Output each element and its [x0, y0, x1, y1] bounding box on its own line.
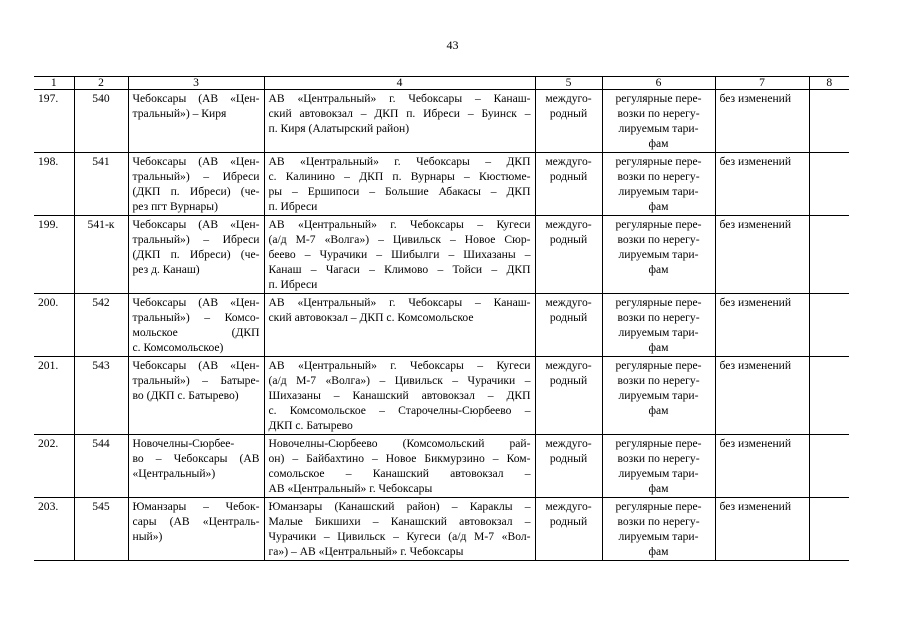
cell-line: родный	[549, 452, 588, 465]
route-type-cell	[535, 294, 602, 357]
change-status-cell: без изменений	[715, 357, 809, 435]
cell-line: регулярные пере-	[615, 218, 702, 231]
route-name-cell	[128, 90, 264, 153]
cell-line: фам	[648, 404, 669, 417]
change-status-cell: без изменений	[715, 216, 809, 294]
cell-line: междуго-	[545, 92, 592, 105]
cell-line: Чебоксары (АВ «Цен-	[132, 155, 260, 168]
cell-line: сомольское – Канашский автовокзал –	[268, 467, 531, 480]
route-number-cell: 545	[74, 498, 128, 561]
route-name-cell	[128, 435, 264, 498]
cell-line: АВ «Центральный» г. Чебоксары	[268, 482, 433, 495]
note-cell	[809, 90, 849, 153]
cell-line: сары (АВ «Централь-	[132, 515, 260, 528]
cell-line: возки по нерегу-	[617, 515, 700, 528]
cell-line: Чебоксары (АВ «Цен-	[132, 218, 260, 231]
header-cell: 7	[715, 77, 809, 90]
cell-line: фам	[648, 200, 669, 213]
note-cell	[809, 216, 849, 294]
cell-line: родный	[549, 107, 588, 120]
transport-regime-cell	[602, 435, 715, 498]
table-row	[34, 357, 849, 435]
route-type-cell	[535, 357, 602, 435]
cell-line: (а/д М-7 «Волга») – Цивильск – Чурачики –	[268, 374, 531, 387]
cell-line: возки по нерегу-	[617, 107, 700, 120]
cell-line: фам	[648, 545, 669, 558]
transport-regime-cell	[602, 498, 715, 561]
cell-line: регулярные пере-	[615, 437, 702, 450]
cell-line: «Центральный»)	[132, 467, 216, 480]
cell-line: с. Комсомольское)	[132, 341, 224, 354]
cell-line: регулярные пере-	[615, 359, 702, 372]
row-number-cell: 198.	[34, 153, 74, 216]
route-number-cell: 542	[74, 294, 128, 357]
cell-line: с. Комсомольское – Старочелны-Сюрбеево –	[268, 404, 531, 417]
cell-line: родный	[549, 374, 588, 387]
route-number-cell: 541-к	[74, 216, 128, 294]
cell-line: родный	[549, 515, 588, 528]
cell-line: Шихазаны – Канашский автовокзал – ДКП	[268, 389, 531, 402]
row-number-cell: 197.	[34, 90, 74, 153]
cell-line: п. Киря (Алатырский район)	[268, 122, 410, 135]
row-number-cell: 203.	[34, 498, 74, 561]
transport-regime-cell	[602, 294, 715, 357]
cell-line: тральный») – Ибреси	[132, 170, 260, 183]
cell-line: родный	[549, 170, 588, 183]
change-status-cell: без изменений	[715, 498, 809, 561]
cell-line: Чурачики – Цивильск – Кугеси (а/д М-7 «Вол-	[268, 530, 531, 543]
transport-regime-cell	[602, 90, 715, 153]
table-row	[34, 498, 849, 561]
cell-line: п. Ибреси	[268, 278, 318, 291]
routes-table	[34, 76, 849, 561]
note-cell	[809, 435, 849, 498]
table-row	[34, 294, 849, 357]
table-row	[34, 153, 849, 216]
cell-line: Чебоксары (АВ «Цен-	[132, 92, 260, 105]
cell-line: фам	[648, 482, 669, 495]
cell-line: возки по нерегу-	[617, 452, 700, 465]
cell-line: междуго-	[545, 155, 592, 168]
route-path-cell	[264, 357, 535, 435]
cell-line: (ДКП п. Ибреси) (че-	[132, 185, 260, 198]
cell-line: ский автовокзал – ДКП с. Комсомольское	[268, 311, 474, 324]
route-type-cell	[535, 435, 602, 498]
route-number-cell: 543	[74, 357, 128, 435]
cell-line: регулярные пере-	[615, 155, 702, 168]
table-row	[34, 435, 849, 498]
cell-line: тральный») – Киря	[132, 107, 227, 120]
cell-line: междуго-	[545, 218, 592, 231]
cell-line: АВ «Центральный» г. Чебоксары – Канаш-	[268, 296, 531, 309]
cell-line: междуго-	[545, 359, 592, 372]
cell-line: га») – АВ «Центральный» г. Чебоксары	[268, 545, 464, 558]
route-number-cell: 541	[74, 153, 128, 216]
cell-line: п. Ибреси	[268, 200, 318, 213]
route-path-cell	[264, 90, 535, 153]
cell-line: лируемым тари-	[618, 248, 699, 261]
row-number-cell: 199.	[34, 216, 74, 294]
cell-line: лируемым тари-	[618, 389, 699, 402]
change-status-cell: без изменений	[715, 90, 809, 153]
route-number-cell: 540	[74, 90, 128, 153]
route-name-cell	[128, 294, 264, 357]
cell-line: регулярные пере-	[615, 500, 702, 513]
cell-line: лируемым тари-	[618, 326, 699, 339]
cell-line: междуго-	[545, 500, 592, 513]
cell-line: Новочелны-Сюрбеево (Комсомольский рай-	[268, 437, 531, 450]
cell-line: регулярные пере-	[615, 296, 702, 309]
cell-line: тральный») – Ибреси	[132, 233, 260, 246]
header-cell: 3	[128, 77, 264, 90]
cell-line: он) – Байбахтино – Новое Бикмурзино – Ком-	[268, 452, 531, 465]
cell-line: рез д. Канаш)	[132, 263, 200, 276]
cell-line: фам	[648, 263, 669, 276]
table-row	[34, 216, 849, 294]
header-cell: 4	[264, 77, 535, 90]
cell-line: АВ «Центральный» г. Чебоксары – ДКП	[268, 155, 531, 168]
cell-line: лируемым тари-	[618, 467, 699, 480]
cell-line: ры – Ершипоси – Большие Абакасы – ДКП	[268, 185, 531, 198]
cell-line: Юманзары – Чебок-	[132, 500, 260, 513]
cell-line: тральный») – Комсо-	[132, 311, 260, 324]
cell-line: ский автовокзал – ДКП п. Ибреси – Буинск –	[268, 107, 531, 120]
cell-line: возки по нерегу-	[617, 374, 700, 387]
cell-line: Малые Бикшихи – Канашский автовокзал –	[268, 515, 531, 528]
cell-line: Чебоксары (АВ «Цен-	[132, 296, 260, 309]
route-type-cell	[535, 216, 602, 294]
change-status-cell: без изменений	[715, 435, 809, 498]
cell-line: родный	[549, 311, 588, 324]
route-path-cell	[264, 153, 535, 216]
route-type-cell	[535, 153, 602, 216]
cell-line: лируемым тари-	[618, 122, 699, 135]
header-cell: 5	[535, 77, 602, 90]
cell-line: во (ДКП с. Батырево)	[132, 389, 239, 402]
cell-line: мольское (ДКП	[132, 326, 260, 339]
note-cell	[809, 357, 849, 435]
cell-line: регулярные пере-	[615, 92, 702, 105]
cell-line: Канаш – Чагаси – Климово – Тойси – ДКП	[268, 263, 531, 276]
cell-line: междуго-	[545, 296, 592, 309]
cell-line: лируемым тари-	[618, 185, 699, 198]
header-cell: 8	[809, 77, 849, 90]
note-cell	[809, 153, 849, 216]
header-cell: 2	[74, 77, 128, 90]
cell-line: с. Калинино – ДКП п. Вурнары – Кюстюме-	[268, 170, 531, 183]
cell-line: рез пгт Вурнары)	[132, 200, 218, 213]
cell-line: родный	[549, 233, 588, 246]
note-cell	[809, 498, 849, 561]
cell-line: во – Чебоксары (АВ	[132, 452, 260, 465]
cell-line: ДКП с. Батырево	[268, 419, 353, 432]
page-number: 43	[446, 38, 459, 52]
row-number-cell: 201.	[34, 357, 74, 435]
change-status-cell: без изменений	[715, 294, 809, 357]
cell-line: АВ «Центральный» г. Чебоксары – Кугеси	[268, 359, 531, 372]
transport-regime-cell	[602, 357, 715, 435]
cell-line: фам	[648, 341, 669, 354]
header-cell: 1	[34, 77, 74, 90]
route-name-cell	[128, 498, 264, 561]
cell-line: возки по нерегу-	[617, 311, 700, 324]
cell-line: АВ «Центральный» г. Чебоксары – Кугеси	[268, 218, 531, 231]
cell-line: тральный») – Батыре-	[132, 374, 260, 387]
route-name-cell	[128, 216, 264, 294]
transport-regime-cell	[602, 216, 715, 294]
row-number-cell: 200.	[34, 294, 74, 357]
header-cell: 6	[602, 77, 715, 90]
row-number-cell: 202.	[34, 435, 74, 498]
cell-line: возки по нерегу-	[617, 233, 700, 246]
transport-regime-cell	[602, 153, 715, 216]
cell-line: Чебоксары (АВ «Цен-	[132, 359, 260, 372]
cell-line: ный»)	[132, 530, 163, 543]
cell-line: возки по нерегу-	[617, 170, 700, 183]
route-path-cell	[264, 294, 535, 357]
route-path-cell	[264, 216, 535, 294]
table-row	[34, 90, 849, 153]
cell-line: АВ «Центральный» г. Чебоксары – Канаш-	[268, 92, 531, 105]
cell-line: беево – Чурачики – Шибылги – Шихазаны –	[268, 248, 531, 261]
route-number-cell: 544	[74, 435, 128, 498]
cell-line: лируемым тари-	[618, 530, 699, 543]
note-cell	[809, 294, 849, 357]
route-name-cell	[128, 357, 264, 435]
route-type-cell	[535, 90, 602, 153]
route-path-cell	[264, 498, 535, 561]
cell-line: (а/д М-7 «Волга») – Цивильск – Новое Сюр-	[268, 233, 531, 246]
cell-line: Новочелны-Сюрбее-	[132, 437, 235, 450]
cell-line: (ДКП п. Ибреси) (че-	[132, 248, 260, 261]
cell-line: фам	[648, 137, 669, 150]
route-name-cell	[128, 153, 264, 216]
route-path-cell	[264, 435, 535, 498]
cell-line: Юманзары (Канашский район) – Караклы –	[268, 500, 531, 513]
route-type-cell	[535, 498, 602, 561]
header-row	[34, 77, 849, 90]
change-status-cell: без изменений	[715, 153, 809, 216]
cell-line: междуго-	[545, 437, 592, 450]
